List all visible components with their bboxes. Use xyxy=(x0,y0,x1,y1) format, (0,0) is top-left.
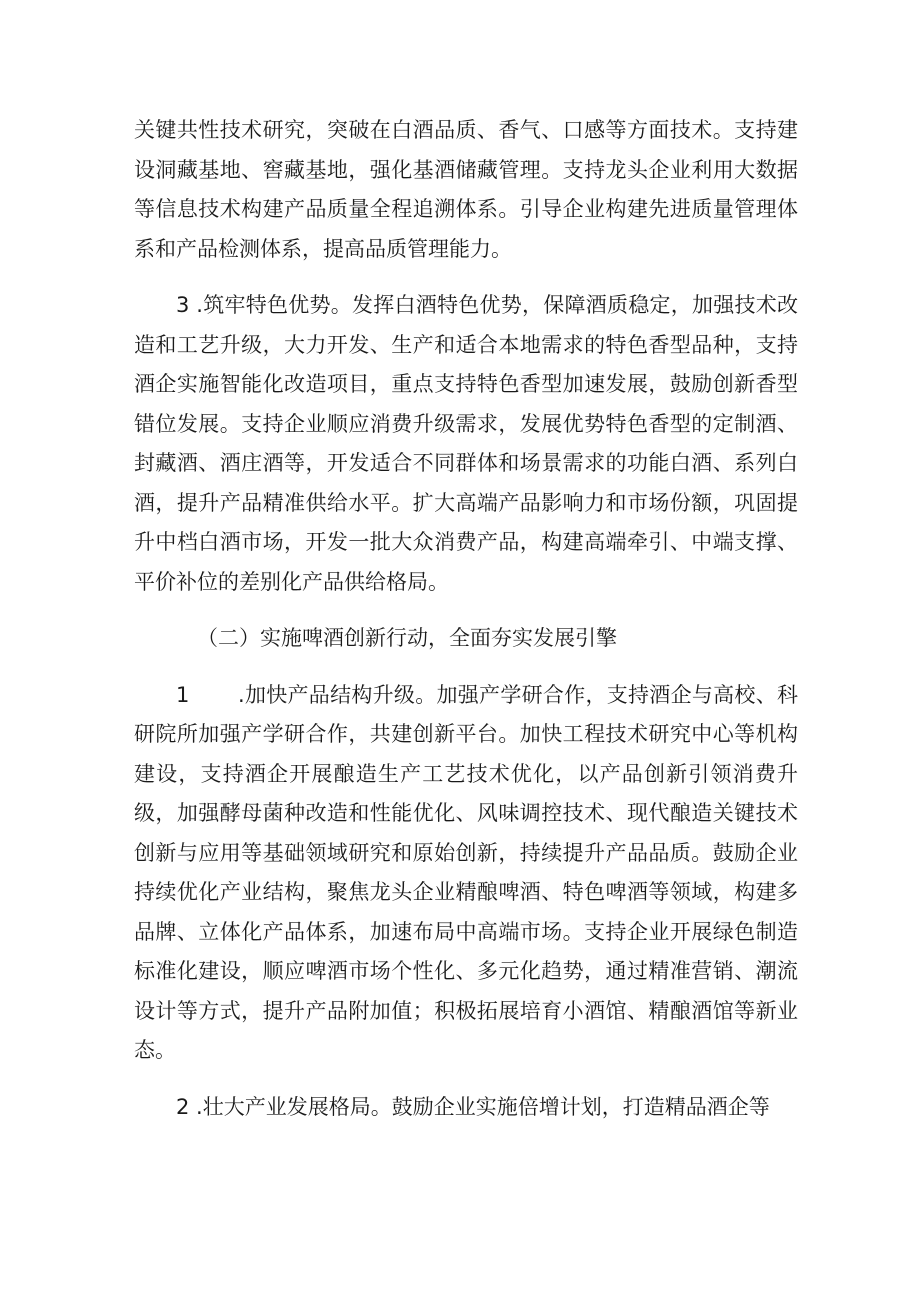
paragraph-item-2: 2 .壮大产业发展格局。鼓励企业实施倍增计划，打造精品酒企等 xyxy=(176,1094,770,1119)
document-body xyxy=(134,111,798,1127)
paragraph-continued: 关键共性技术研究，突破在白酒品质、香气、口感等方面技术。支持建设洞藏基地、窖藏基地，强化基酒储藏管理。支持龙头企业利用大数据等信息技术构建产品质量全程追溯体系。引导企业构建先进质量管理体系和产品检测体系，提高品质管理能力。 xyxy=(134,118,798,261)
item-text: .加快产品结构升级。加强产学研合作，支持酒企与高校、科研院所加强产学研合作，共建创新平台。加快工程技术研究中心等机构建设，支持酒企开展酿造生产工艺技术优化，以产品创新引领消费升级，加强酵母菌种改造和性能优化、风味调控技术、现代酿造关键技术创新与应用等基础领域研究和原始创新，持续提升产品品质。鼓励企业持续优化产业结构，聚焦龙头企业精酿啤酒、特色啤酒等领域，构建多品牌、立体化产品体系，加速布局中高端市场。支持企业开展绿色制造标准化建设，顺应啤酒市场个性化、多元化趋势，通过精准营销、潮流设计等方式，提升产品附加值；积极拓展培育小酒馆、精酿酒馆等新业态。 xyxy=(134,682,798,1062)
paragraph-item-3: 3 .筑牢特色优势。发挥白酒特色优势，保障酒质稳定，加强技术改造和工艺升级，大力开发、生产和适合本地需求的特色香型品种，支持酒企实施智能化改造项目，重点支持特色香型加速发展，鼓励创新香型错位发展。支持企业顺应消费升级需求，发展优势特色香型的定制酒、封藏酒、酒庄酒等，开发适合不同群体和场景需求的功能白酒、系列白酒，提升产品精准供给水平。扩大高端产品影响力和市场份额，巩固提升中档白酒市场，开发一批大众消费产品，构建高端牵引、中端支撑、平价补位的差别化产品供给格局。 xyxy=(134,293,798,594)
section-heading: （二）实施啤酒创新行动，全面夯实发展引擎 xyxy=(197,626,617,650)
paragraph-item-1 xyxy=(134,676,798,1071)
item-number: 1 xyxy=(176,682,190,707)
